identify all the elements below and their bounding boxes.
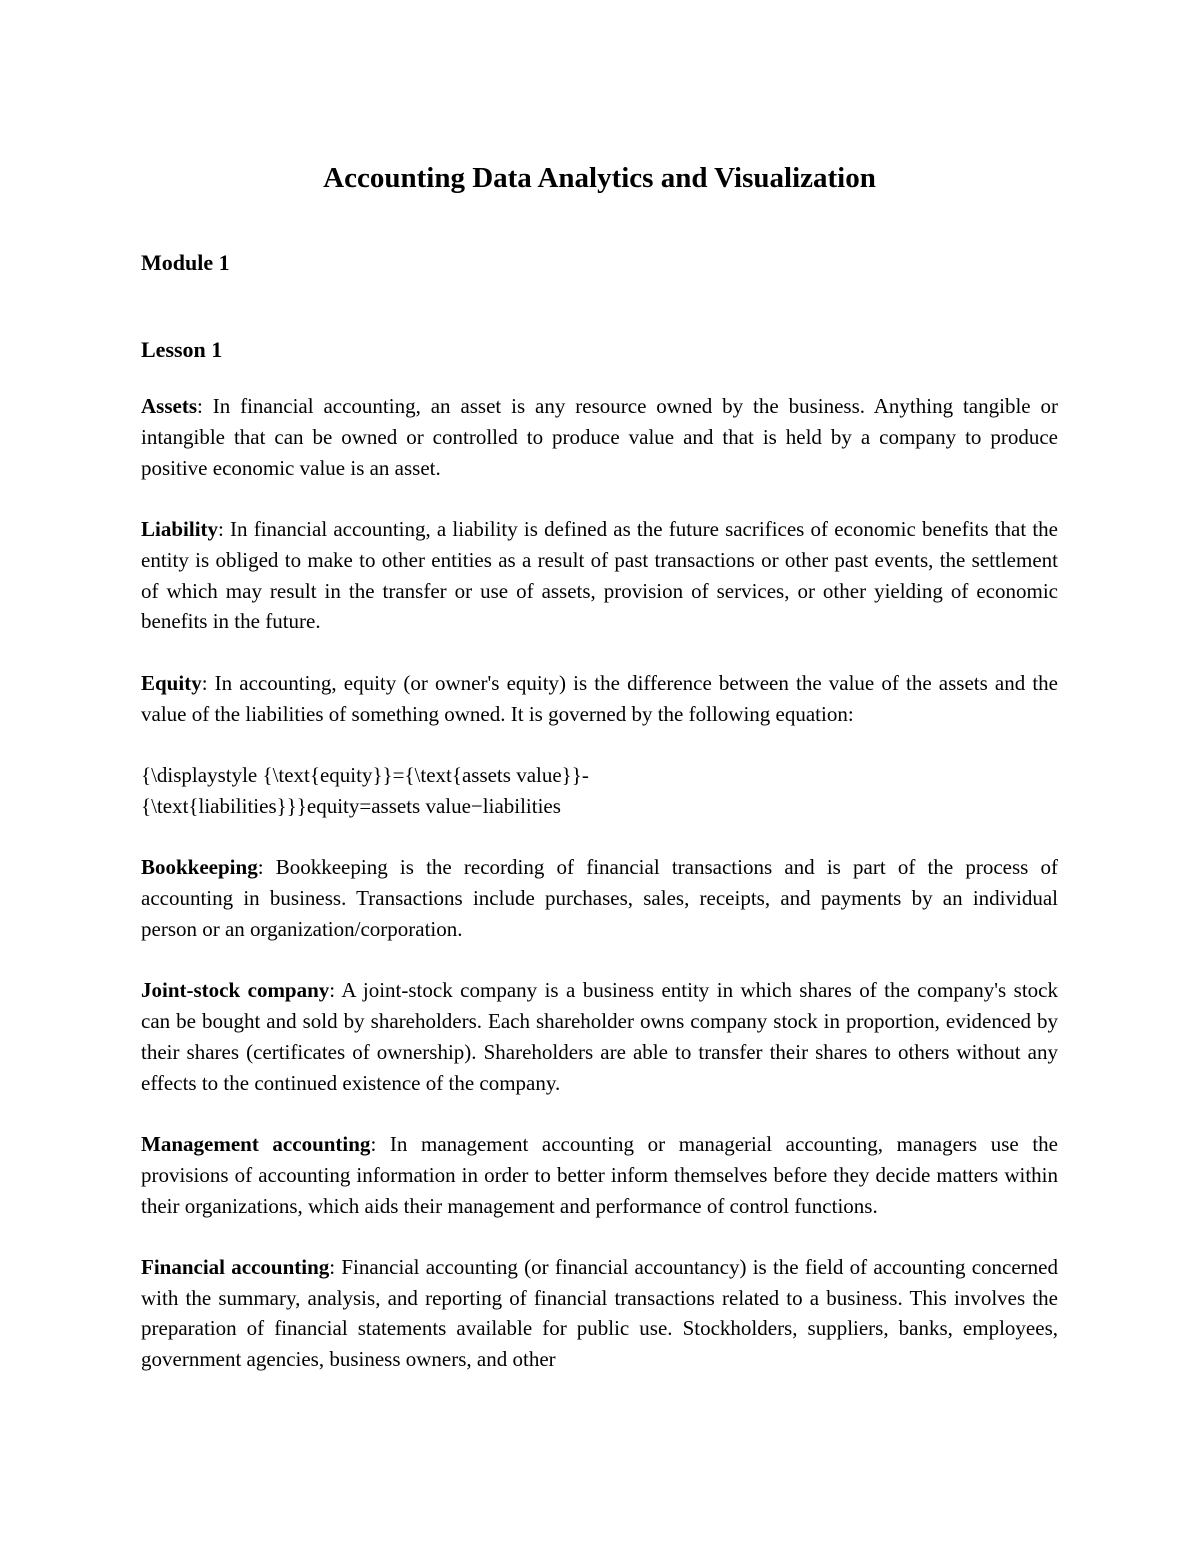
- definition-equity: [141, 668, 1058, 730]
- definition-assets: [141, 391, 1058, 483]
- document-title: Accounting Data Analytics and Visualization: [323, 162, 876, 194]
- definition-text: : In accounting, equity (or owner's equity) is the difference between the value of the assets and the value of the liabilities of something owned. It is governed by the following equation:: [141, 670, 1058, 726]
- definition-bookkeeping: [141, 852, 1058, 944]
- definition-joint-stock-company: [141, 975, 1058, 1098]
- module-heading: Module 1: [141, 250, 230, 275]
- term-label: Liability: [141, 516, 219, 541]
- definition-management-accounting: [141, 1129, 1058, 1221]
- definition-text: : Bookkeeping is the recording of financial transactions and is part of the process of accounting in business. Transactions include purchases, sales, receipts, and payments by an individual person or an organization/corporation.: [141, 855, 1058, 941]
- definition-liability: [141, 514, 1058, 637]
- definition-text: : Financial accounting (or financial accountancy) is the field of accounting concerned with the summary, analysis, and reporting of financial transactions related to a business. This involves the preparation of financial statements available for public use. Stockholders, suppliers, banks, employees, government agencies, business owners, and other: [141, 1254, 1058, 1372]
- term-label: Bookkeeping: [141, 855, 258, 880]
- definition-financial-accounting: [141, 1252, 1058, 1375]
- equity-equation: [141, 760, 1058, 822]
- equation-line-1: {\displaystyle {\text{equity}}={\text{assets value}}-: [141, 762, 589, 787]
- definition-text: : In financial accounting, a liability is defined as the future sacrifices of economic benefits that the entity is obliged to make to other entities as a result of past transactions or other past events, the settlement of which may result in the transfer or use of assets, provision of services, or other yielding of economic benefits in the future.: [141, 516, 1058, 634]
- term-label: Financial accounting: [141, 1254, 330, 1279]
- term-label: Joint-stock company: [141, 978, 330, 1003]
- definition-list: [141, 391, 1058, 1406]
- definition-text: : In management accounting or managerial accounting, managers use the provisions of accounting information in order to better inform themselves before they decide matters within their organizations, which aids their management and performance of control functions.: [141, 1131, 1058, 1218]
- term-label: Assets: [141, 394, 197, 418]
- term-label: Management accounting: [141, 1131, 371, 1156]
- definition-text: : In financial accounting, an asset is any resource owned by the business. Anything tangible or intangible that can be owned or controlled to produce value and that is held by a company to produce positive economic value is an asset.: [141, 394, 1058, 480]
- lesson-heading: Lesson 1: [141, 337, 223, 362]
- term-label: Equity: [141, 670, 202, 695]
- definition-text: : A joint-stock company is a business entity in which shares of the company's stock can be bought and sold by shareholders. Each shareholder owns company stock in proportion, evidenced by their shares (certificates of ownership). Shareholders are able to transfer their shares to others without any effects to the continued existence of the company.: [141, 978, 1058, 1095]
- equation-line-2: {\text{liabilities}}}equity=assets value−liabilities: [141, 793, 561, 818]
